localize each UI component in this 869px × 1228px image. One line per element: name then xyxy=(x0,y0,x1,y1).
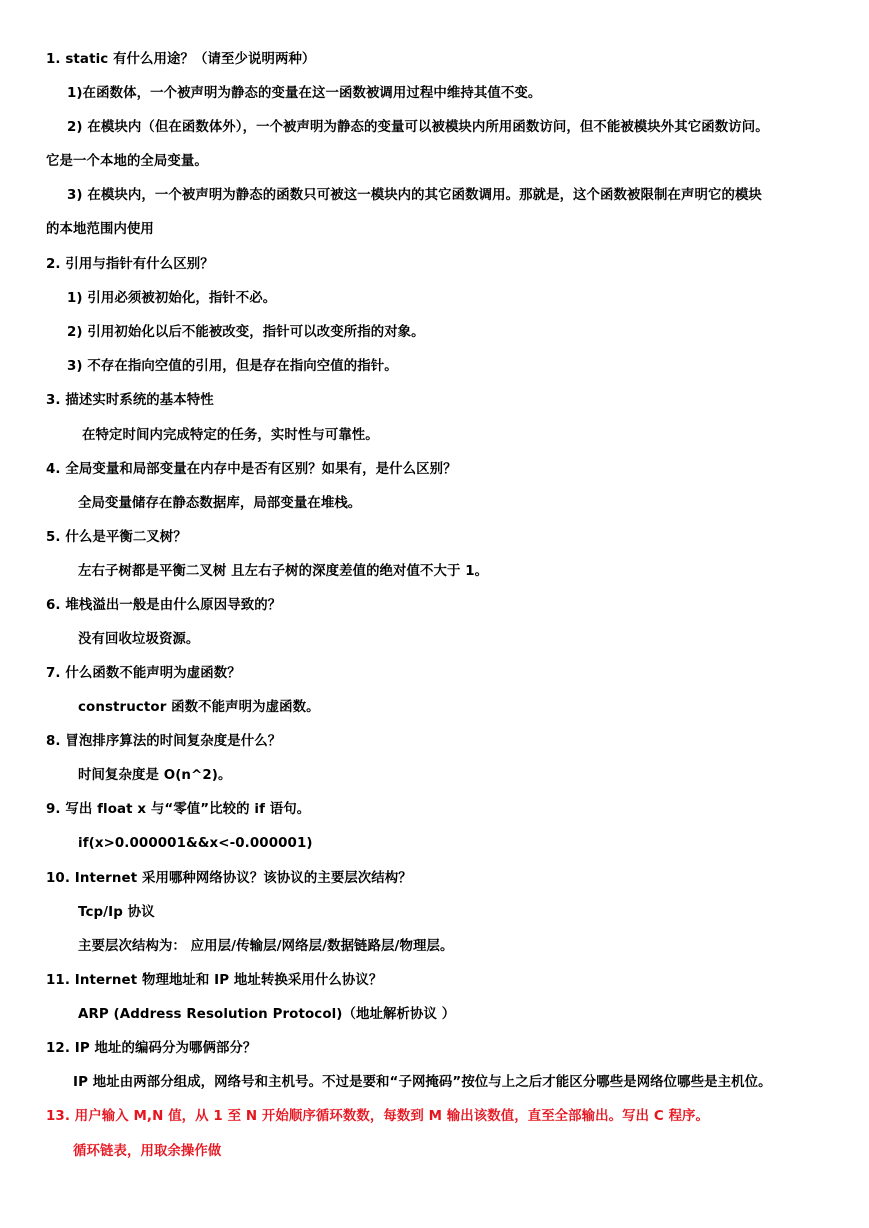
answer-9-code: if(x>0.000001&&x<-0.000001) xyxy=(78,836,313,851)
question-5: 5. 什么是平衡二叉树？ xyxy=(46,530,187,545)
question-7: 7. 什么函数不能声明为虚函数？ xyxy=(46,666,241,681)
question-11: 11. Internet 物理地址和 IP 地址转换采用什么协议？ xyxy=(46,973,383,988)
answer-10-protocol: Tcp/Ip 协议 xyxy=(78,905,155,920)
question-9: 9. 写出 float x 与“零值”比较的 if 语句。 xyxy=(46,802,311,817)
answer-1-point-1: 1)在函数体，一个被声明为静态的变量在这一函数被调用过程中维持其值不变。 xyxy=(67,86,542,101)
answer-10-layers: 主要层次结构为： 应用层/传输层/网络层/数据链路层/物理层。 xyxy=(78,939,454,954)
answer-4: 全局变量储存在静态数据库，局部变量在堆栈。 xyxy=(78,496,362,511)
question-2: 2. 引用与指针有什么区别？ xyxy=(46,257,214,272)
answer-1-point-3-cont: 的本地范围内使用 xyxy=(46,222,154,237)
answer-2-point-2: 2) 引用初始化以后不能被改变，指针可以改变所指的对象。 xyxy=(67,325,425,340)
answer-11: ARP (Address Resolution Protocol)（地址解析协议 ） xyxy=(78,1007,456,1022)
question-12: 12. IP 地址的编码分为哪俩部分？ xyxy=(46,1041,257,1056)
question-13: 13. 用户输入 M,N 值，从 1 至 N 开始顺序循环数数，每数到 M 输出该数值，直至全部输出。写出 C 程序。 xyxy=(46,1109,710,1124)
answer-7: constructor 函数不能声明为虚函数。 xyxy=(78,700,320,715)
question-6: 6. 堆栈溢出一般是由什么原因导致的？ xyxy=(46,598,282,613)
question-10: 10. Internet 采用哪种网络协议？该协议的主要层次结构？ xyxy=(46,871,412,886)
question-3: 3. 描述实时系统的基本特性 xyxy=(46,393,214,408)
question-4: 4. 全局变量和局部变量在内存中是否有区别？如果有，是什么区别？ xyxy=(46,462,457,477)
answer-8: 时间复杂度是 O(n^2)。 xyxy=(78,768,232,783)
answer-1-point-2-cont: 它是一个本地的全局变量。 xyxy=(46,154,208,169)
answer-12: IP 地址由两部分组成，网络号和主机号。不过是要和“子网掩码”按位与上之后才能区分哪些是网络位哪些是主机位。 xyxy=(73,1075,772,1090)
answer-3: 在特定时间内完成特定的任务，实时性与可靠性。 xyxy=(82,428,379,443)
question-1: 1. static 有什么用途？（请至少说明两种） xyxy=(46,52,316,67)
answer-2-point-3: 3) 不存在指向空值的引用，但是存在指向空值的指针。 xyxy=(67,359,398,374)
answer-1-point-3: 3) 在模块内，一个被声明为静态的函数只可被这一模块内的其它函数调用。那就是，这个函数被限制在声明它的模块 xyxy=(67,188,762,203)
question-8: 8. 冒泡排序算法的时间复杂度是什么？ xyxy=(46,734,282,749)
answer-2-point-1: 1) 引用必须被初始化，指针不必。 xyxy=(67,291,277,306)
answer-5: 左右子树都是平衡二叉树 且左右子树的深度差值的绝对值不大于 1。 xyxy=(78,564,489,579)
answer-13: 循环链表，用取余操作做 xyxy=(73,1144,222,1159)
answer-6: 没有回收垃圾资源。 xyxy=(78,632,200,647)
answer-1-point-2: 2) 在模块内（但在函数体外），一个被声明为静态的变量可以被模块内所用函数访问，但不能被模块外其它函数访问。 xyxy=(67,120,769,135)
